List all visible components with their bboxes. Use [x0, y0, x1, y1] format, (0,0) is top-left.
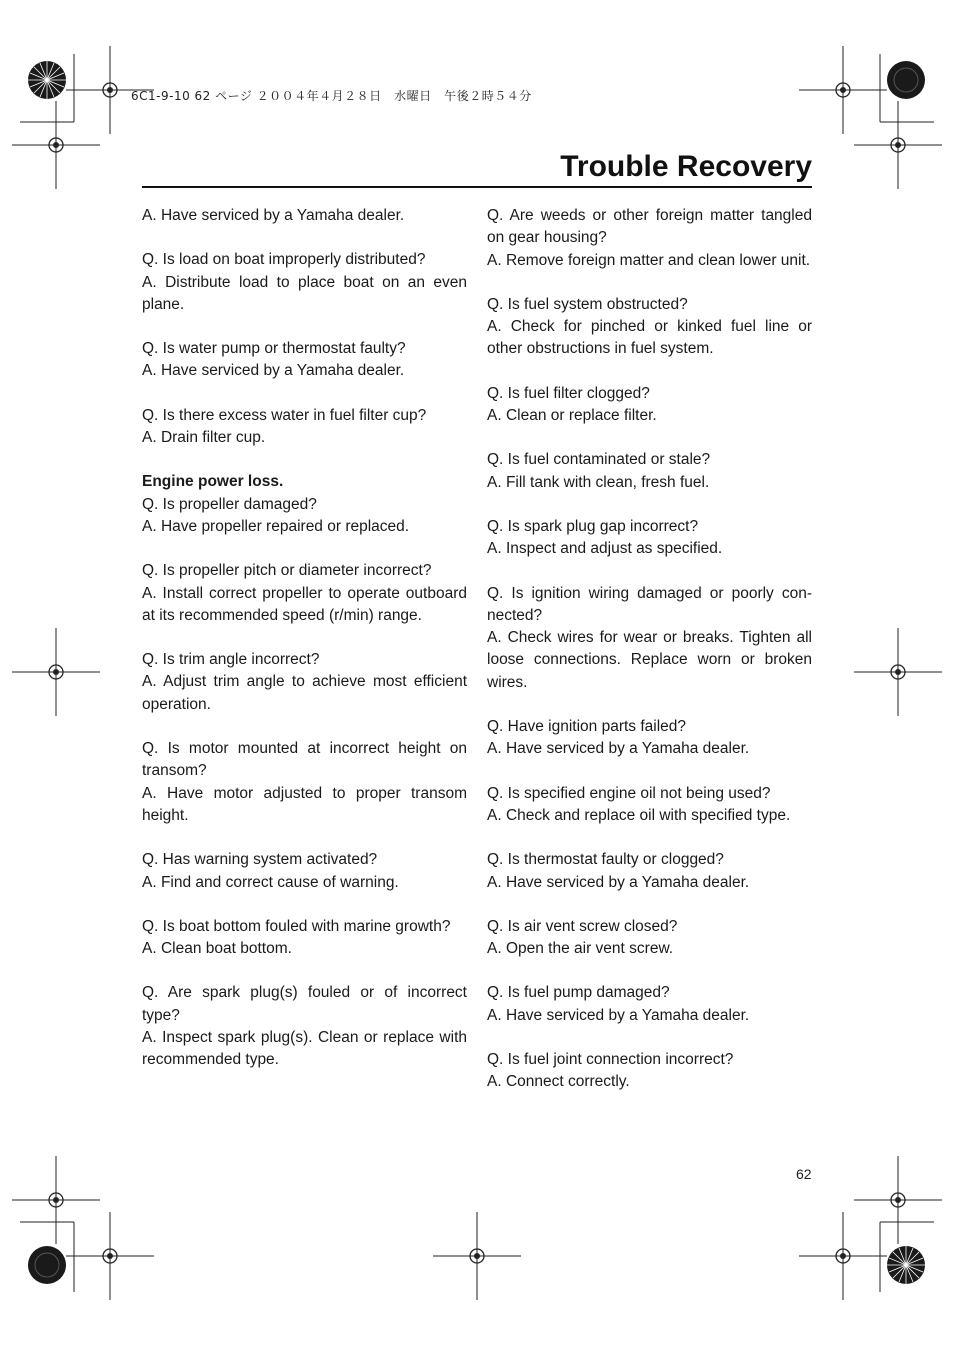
answer-text: A. Have propeller repaired or replaced.	[142, 517, 410, 535]
answer-text: A. Install correct propeller to operate outboard at its recommended speed (r/min) range.	[142, 584, 467, 624]
left-column	[142, 205, 467, 1094]
answer-text: A. Inspect and adjust as specified.	[487, 540, 723, 558]
qa-block	[142, 249, 467, 316]
print-header-stamp: 6C1-9-10 62 ページ ２００４年４月２８日 水曜日 午後２時５４分	[131, 89, 532, 103]
question-text: Q. Are weeds or other foreign matter tangled on gear housing?	[487, 207, 812, 247]
question-text: Q. Is there excess water in fuel filter cup?	[142, 406, 427, 424]
starburst-bottom-right	[887, 1246, 925, 1284]
answer-text: A. Check for pinched or kinked fuel line or other obstructions in fuel system.	[487, 318, 812, 358]
qa-block	[142, 560, 467, 627]
qa-block	[487, 982, 812, 1027]
qa-block	[487, 849, 812, 894]
page-title: Trouble Recovery	[560, 150, 812, 183]
answer-text: A. Find and correct cause of warning.	[142, 873, 399, 891]
question-text: Q. Is air vent screw closed?	[487, 917, 678, 935]
question-text: Q. Is specified engine oil not being used?	[487, 784, 771, 802]
question-text: Q. Is propeller damaged?	[142, 495, 317, 513]
answer-text: A. Remove foreign matter and clean lower unit.	[487, 251, 811, 269]
answer-text: A. Have serviced by a Yamaha dealer.	[487, 873, 750, 891]
qa-block	[487, 516, 812, 561]
qa-block	[142, 982, 467, 1071]
answer-text: A. Have serviced by a Yamaha dealer.	[142, 207, 405, 224]
section-heading: Engine power loss.	[142, 473, 284, 491]
qa-block	[487, 716, 812, 761]
qa-block	[487, 205, 812, 272]
answer-text: A. Drain filter cup.	[142, 429, 266, 447]
question-text: Q. Has warning system activated?	[142, 851, 378, 869]
answer-text: A. Open the air vent screw.	[487, 940, 674, 958]
qa-block	[142, 205, 467, 227]
qa-block	[487, 583, 812, 694]
answer-text: A. Connect correctly.	[487, 1073, 630, 1091]
answer-text: A. Have serviced by a Yamaha dealer.	[142, 362, 405, 380]
qa-block	[487, 783, 812, 828]
qa-block	[142, 916, 467, 961]
qa-block	[142, 338, 467, 383]
question-text: Q. Is boat bottom fouled with marine growth?	[142, 917, 451, 935]
qa-block	[142, 849, 467, 894]
question-text: Q. Is thermostat faulty or clogged?	[487, 851, 724, 869]
answer-text: A. Distribute load to place boat on an even plane.	[142, 273, 467, 313]
answer-text: A. Have motor adjusted to proper transom height.	[142, 784, 467, 824]
right-column	[487, 205, 812, 1116]
answer-text: A. Inspect spark plug(s). Clean or replace with recommended type.	[142, 1029, 467, 1069]
question-text: Q. Is fuel filter clogged?	[487, 384, 650, 402]
answer-text: A. Check wires for wear or breaks. Tighten all loose connections. Replace worn or broken wires.	[487, 629, 812, 691]
question-text: Q. Is motor mounted at incorrect height on transom?	[142, 740, 467, 780]
page-number: 62	[796, 1166, 812, 1182]
title-rule	[142, 186, 812, 188]
qa-block	[487, 916, 812, 961]
solid-disc-bottom-left	[28, 1246, 66, 1284]
qa-block	[142, 471, 467, 538]
qa-block	[487, 449, 812, 494]
question-text: Q. Is fuel joint connection incorrect?	[487, 1051, 734, 1069]
question-text: Q. Is spark plug gap incorrect?	[487, 517, 699, 535]
qa-block	[487, 383, 812, 428]
answer-text: A. Have serviced by a Yamaha dealer.	[487, 1006, 750, 1024]
question-text: Q. Is water pump or thermostat faulty?	[142, 340, 406, 358]
question-text: Q. Is fuel pump damaged?	[487, 984, 670, 1002]
qa-block	[142, 405, 467, 450]
answer-text: A. Fill tank with clean, fresh fuel.	[487, 473, 710, 491]
answer-text: A. Clean or replace filter.	[487, 407, 657, 425]
answer-text: A. Check and replace oil with specified type.	[487, 806, 791, 824]
question-text: Q. Is ignition wiring damaged or poorly connected?	[487, 584, 812, 624]
question-text: Q. Is fuel system obstructed?	[487, 295, 688, 313]
question-text: Q. Have ignition parts failed?	[487, 718, 687, 736]
question-text: Q. Is load on boat improperly distributed?	[142, 251, 426, 269]
question-text: Q. Is propeller pitch or diameter incorrect?	[142, 562, 432, 580]
answer-text: A. Clean boat bottom.	[142, 940, 292, 958]
qa-block	[487, 1049, 812, 1094]
qa-block	[142, 738, 467, 827]
question-text: Q. Are spark plug(s) fouled or of incorrect type?	[142, 984, 467, 1024]
qa-block	[487, 294, 812, 361]
question-text: Q. Is trim angle incorrect?	[142, 651, 320, 669]
answer-text: A. Adjust trim angle to achieve most efficient operation.	[142, 673, 467, 713]
question-text: Q. Is fuel contaminated or stale?	[487, 451, 711, 469]
answer-text: A. Have serviced by a Yamaha dealer.	[487, 740, 750, 758]
starburst-top-left	[28, 61, 66, 99]
solid-disc-top-right	[887, 61, 925, 99]
qa-block	[142, 649, 467, 716]
